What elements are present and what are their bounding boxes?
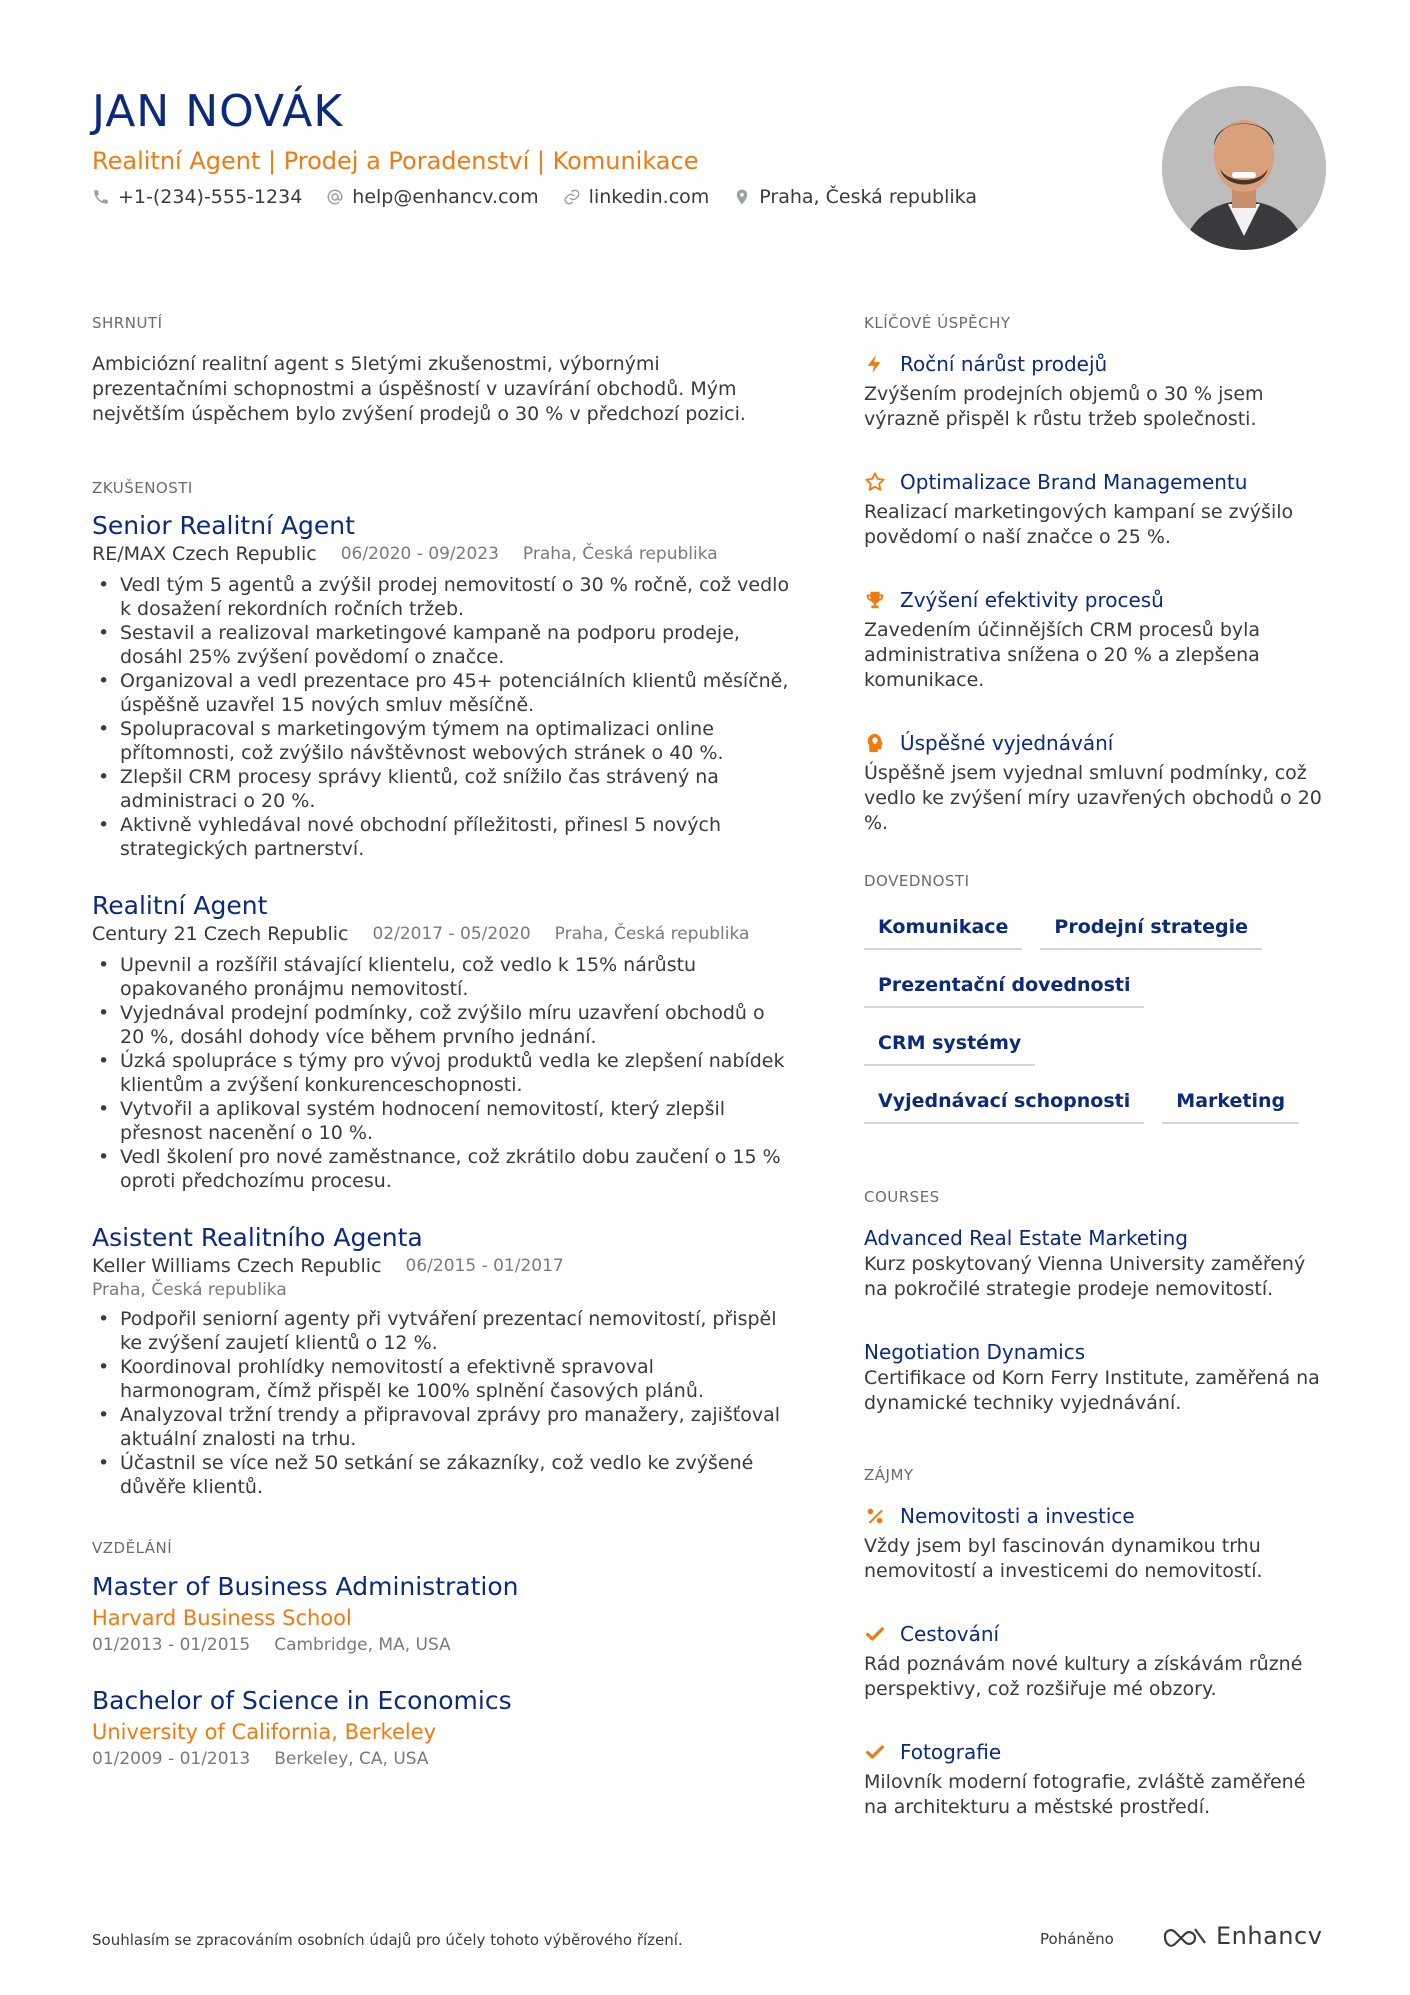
skill-tag: Marketing (1162, 1082, 1299, 1124)
interests-title: ZÁJMY (864, 1466, 914, 1484)
candidate-name: JAN NOVÁK (92, 86, 344, 137)
job-location: Praha, Česká republika (92, 1280, 287, 1300)
achievement-title: Zvýšení efektivity procesů (900, 588, 1164, 612)
education-entry (92, 1685, 792, 1771)
job-bullets (92, 573, 792, 861)
skill-tag: Prezentační dovednosti (864, 966, 1144, 1008)
job-bullet: • Spolupracoval s marketingovým týmem na optimalizaci online přítomnosti, což zvýšilo návštěvnost webových stránek o 40 %. (92, 717, 792, 765)
job-bullet: • Vedl školení pro nové zaměstnance, což zkrátilo dobu zaučení o 15 % oproti předchozímu procesu. (92, 1145, 792, 1193)
course-title: Negotiation Dynamics (864, 1340, 1086, 1364)
job-bullet: • Aktivně vyhledával nové obchodní příležitosti, přinesl 5 nových strategických partnerství. (92, 813, 792, 861)
job-bullet: • Zlepšil CRM procesy správy klientů, což snížilo čas strávený na administraci o 20 %. (92, 765, 792, 813)
job-title: Realitní Agent (92, 891, 268, 920)
skill-tag: Komunikace (864, 908, 1022, 950)
edu-meta (92, 1747, 792, 1771)
left-column (92, 314, 792, 1799)
brand-logo[interactable] (1162, 1922, 1322, 1950)
education-entry (92, 1571, 792, 1657)
course-desc: Certifikace od Korn Ferry Institute, zaměřená na dynamické techniky vyjednávání. (864, 1367, 1320, 1414)
contact-email[interactable] (326, 186, 538, 208)
achievement-item (864, 586, 1334, 693)
interest-item (864, 1738, 1334, 1820)
skill-tag: Prodejní strategie (1040, 908, 1262, 950)
contact-location (733, 186, 977, 208)
interest-desc: Milovník moderní fotografie, zvláště zaměřené na architekturu a městské prostředí. (864, 1771, 1306, 1818)
consent-text: Souhlasím se zpracováním osobních údajů pro účely tohoto výběrového řízení. (92, 1931, 683, 1949)
interest-title: Cestování (900, 1622, 1000, 1646)
edu-date: 01/2013 - 01/2015 (92, 1635, 251, 1655)
skill-tag: Vyjednávací schopnosti (864, 1082, 1144, 1124)
achievement-title: Roční nárůst prodejů (900, 352, 1108, 376)
experience-title: ZKUŠENOSTI (92, 479, 193, 497)
job-company: RE/MAX Czech Republic (92, 543, 317, 565)
job-meta (92, 1253, 792, 1301)
edu-school: University of California, Berkeley (92, 1720, 437, 1744)
contact-bar (92, 186, 1001, 208)
interest-title: Fotografie (900, 1740, 1002, 1764)
job-meta (92, 921, 792, 947)
job-date: 06/2015 - 01/2017 (405, 1256, 564, 1276)
location-icon (733, 188, 751, 206)
job-bullet: • Vedl tým 5 agentů a zvýšil prodej nemovitostí o 30 % ročně, což vedlo k dosažení rekordních ročních tržeb. (92, 573, 792, 621)
job-bullets (92, 1307, 792, 1499)
achievement-desc: Zavedením účinnějších CRM procesů byla administrativa snížena o 20 % a zlepšena komunikace. (864, 619, 1261, 691)
head-idea-icon (864, 732, 886, 754)
headline: Realitní Agent | Prodej a Poradenství | Komunikace (92, 147, 699, 175)
check-icon (864, 1741, 886, 1763)
contact-email-text: help@enhancv.com (352, 186, 539, 208)
course-item (864, 1224, 1334, 1302)
skills-title: DOVEDNOSTI (864, 872, 970, 890)
interest-title: Nemovitosti a investice (900, 1504, 1135, 1528)
course-title: Advanced Real Estate Marketing (864, 1226, 1188, 1250)
job-bullet: • Účastnil se více než 50 setkání se zákazníky, což vedlo ke zvýšené důvěře klientů. (92, 1451, 792, 1499)
star-icon (864, 471, 886, 493)
achievement-title: Úspěšné vyjednávání (900, 731, 1114, 755)
phone-icon (92, 188, 110, 206)
skill-tag: CRM systémy (864, 1024, 1035, 1066)
achievement-title: Optimalizace Brand Managementu (900, 470, 1248, 494)
right-column (864, 314, 1334, 1856)
job-entry (92, 1223, 792, 1499)
job-bullet: • Koordinoval prohlídky nemovitostí a efektivně spravoval harmonogram, čímž přispěl ke 100% splnění časových plánů. (92, 1355, 792, 1403)
contact-linkedin-text: linkedin.com (588, 186, 710, 208)
education-title: VZDĚLÁNÍ (92, 1539, 173, 1557)
contact-location-text: Praha, Česká republika (759, 186, 977, 208)
check-icon (864, 1623, 886, 1645)
job-entry (92, 891, 792, 1193)
job-location: Praha, Česká republika (522, 544, 718, 564)
achievement-desc: Zvýšením prodejních objemů o 30 % jsem výrazně přispěl k růstu tržeb společnosti. (864, 383, 1264, 430)
achievement-item (864, 350, 1334, 432)
skills-list (864, 908, 1324, 1140)
edu-location: Berkeley, CA, USA (274, 1749, 429, 1769)
job-date: 06/2020 - 09/2023 (340, 544, 499, 564)
contact-linkedin[interactable] (563, 186, 710, 208)
job-bullet: • Vytvořil a aplikoval systém hodnocení nemovitostí, který zlepšil přesnost nacenění o 10 %. (92, 1097, 792, 1145)
link-icon (563, 188, 581, 206)
job-company: Keller Williams Czech Republic (92, 1255, 382, 1277)
trophy-icon (864, 589, 886, 611)
course-item (864, 1338, 1334, 1416)
job-bullet: • Úzká spolupráce s týmy pro vývoj produktů vedla ke zlepšení nabídek klientům a zvýšení konkurenceschopnosti. (92, 1049, 792, 1097)
job-bullets (92, 953, 792, 1193)
job-bullet: • Sestavil a realizoval marketingové kampaně na podporu prodeje, dosáhl 25% zvýšení povědomí o značce. (92, 621, 792, 669)
job-date: 02/2017 - 05/2020 (372, 924, 531, 944)
job-bullet: • Vyjednával prodejní podmínky, což zvýšilo míru uzavření obchodů o 20 %, dosáhl dohody více během prvního jednání. (92, 1001, 792, 1049)
achievements-title: KLÍČOVÉ ÚSPĚCHY (864, 314, 1011, 332)
footer (92, 1920, 1326, 1960)
achievement-item (864, 729, 1334, 836)
edu-degree: Bachelor of Science in Economics (92, 1686, 512, 1715)
courses-title: COURSES (864, 1188, 940, 1206)
edu-school: Harvard Business School (92, 1606, 352, 1630)
achievement-desc: Úspěšně jsem vyjednal smluvní podmínky, což vedlo ke zvýšení míry uzavřených obchodů o 20 %. (864, 762, 1322, 834)
summary-text: Ambiciózní realitní agent s 5letými zkušenostmi, výbornými prezentačními schopnostmi a úspěšností v uzavírání obchodů. Mým největším úspěchem bylo zvýšení prodejů o 30 % v předchozí pozici. (92, 353, 746, 425)
edu-meta (92, 1633, 792, 1657)
brand-name: Enhancv (1216, 1922, 1323, 1950)
job-company: Century 21 Czech Republic (92, 923, 349, 945)
job-location: Praha, Česká republika (554, 924, 750, 944)
job-bullet: • Podpořil seniorní agenty při vytváření prezentací nemovitostí, přispěl ke zvýšení zaujetí klientů o 12 %. (92, 1307, 792, 1355)
at-icon (326, 188, 344, 206)
course-desc: Kurz poskytovaný Vienna University zaměřený na pokročilé strategie prodeje nemovitostí. (864, 1253, 1306, 1300)
interest-desc: Rád poznávám nové kultury a získávám různé perspektivy, což rozšiřuje mé obzory. (864, 1653, 1303, 1700)
job-bullet: • Organizoval a vedl prezentace pro 45+ potenciálních klientů měsíčně, úspěšně uzavřel 15 nových smluv měsíčně. (92, 669, 792, 717)
interest-desc: Vždy jsem byl fascinován dynamikou trhu nemovitostí a investicemi do nemovitostí. (864, 1535, 1263, 1582)
achievement-item (864, 468, 1334, 550)
edu-degree: Master of Business Administration (92, 1572, 519, 1601)
job-title: Asistent Realitního Agenta (92, 1223, 423, 1252)
interest-item (864, 1620, 1334, 1702)
achievement-desc: Realizací marketingových kampaní se zvýšilo povědomí o naší značce o 25 %. (864, 501, 1294, 548)
enhancv-logo-icon (1162, 1923, 1208, 1949)
percent-icon (864, 1505, 886, 1527)
job-entry (92, 511, 792, 861)
edu-location: Cambridge, MA, USA (274, 1635, 451, 1655)
job-bullet: • Analyzoval tržní trendy a připravoval zprávy pro manažery, zajišťoval aktuální znalosti na trhu. (92, 1403, 792, 1451)
bolt-icon (864, 353, 886, 375)
contact-phone[interactable] (92, 186, 302, 208)
summary-title: SHRNUTÍ (92, 314, 163, 332)
contact-phone-text: +1-(234)-555-1234 (118, 186, 303, 208)
profile-photo (1162, 86, 1326, 250)
job-bullet: • Upevnil a rozšířil stávající klientelu, což vedlo k 15% nárůstu opakovaného pronájmu nemovitostí. (92, 953, 792, 1001)
edu-date: 01/2009 - 01/2013 (92, 1749, 251, 1769)
powered-by-label: Poháněno (1040, 1930, 1114, 1948)
interest-item (864, 1502, 1334, 1584)
job-title: Senior Realitní Agent (92, 511, 355, 540)
job-meta (92, 541, 792, 567)
